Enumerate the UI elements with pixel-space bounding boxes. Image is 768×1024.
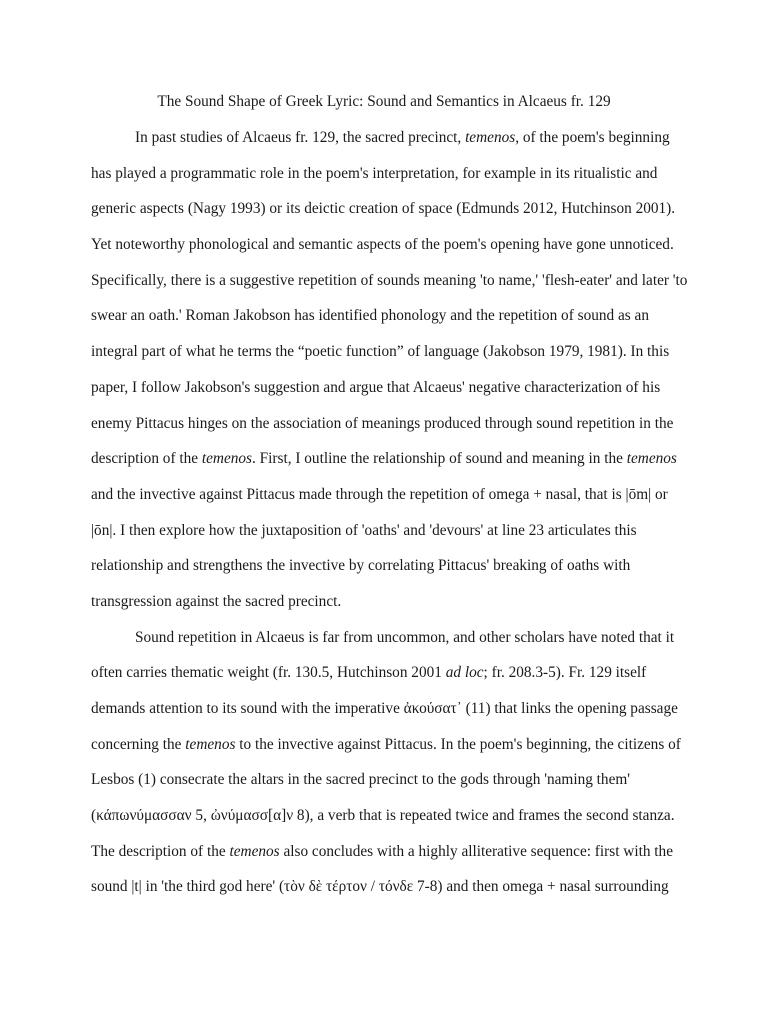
text-run: has played a programmatic role in the poem's interpretation, for example in its ritualistic and [91,164,658,182]
text-run: . First, I outline the relationship of sound and meaning in the [252,450,627,468]
text-run: Yet noteworthy phonological and semantic aspects of the poem's opening have gone unnoticed. [91,236,674,254]
text-run: sound |t| in 'the third god here' (τὸν δὲ τέρτον / τόνδε 7-8) and then omega + nasal surrounding [91,878,669,896]
text-run: Sound repetition in Alcaeus is far from uncommon, and other scholars have noted that it [135,628,675,646]
text-run: generic aspects (Nagy 1993) or its deictic creation of space (Edmunds 2012, Hutchinson 2001). [91,200,676,218]
text-line [91,340,683,376]
italic-term: temenos [229,842,280,860]
text-run: demands attention to its sound with the imperative ἀκούσατ᾽ (11) that links the opening passage [91,700,678,717]
italic-term: temenos [626,450,677,468]
text-run: enemy Pittacus hinges on the association of meanings produced through sound repetition in the [91,414,674,432]
text-line [91,554,683,590]
text-run: The description of the [91,842,230,860]
text-run: relationship and strengthens the invective by correlating Pittacus' breaking of oaths with [91,557,631,575]
italic-term: temenos [201,450,253,468]
text-line [91,376,683,412]
text-line [91,269,688,305]
text-run: swear an oath.' Roman Jakobson has identified phonology and the repetition of sound as an [91,307,650,325]
text-line [91,162,683,198]
text-run: , of the poem's beginning [515,129,670,146]
text-run: (κάπωνύμασσαν 5, ὠνύμασσ[α]ν 8), a verb that is repeated twice and frames the second stanza. [91,807,675,825]
text-line [91,768,683,804]
text-line [91,519,683,555]
text-line [91,804,683,840]
text-line [91,447,683,483]
text-line [91,626,683,662]
italic-term: temenos [465,129,516,146]
text-line [91,733,683,769]
text-run: Lesbos (1) consecrate the altars in the sacred precinct to the gods through 'naming them' [91,771,631,789]
text-run: integral part of what he terms the “poetic function” of language (Jakobson 1979, 1981). In this [91,343,670,361]
text-line [91,304,683,340]
italic-term: temenos [185,735,236,753]
text-run: and the invective against Pittacus made through the repetition of omega + nasal, that is |ōm| or [91,485,668,503]
text-run: description of the [91,450,202,468]
text-line [91,483,683,519]
text-line [91,697,683,733]
text-line [91,875,683,911]
text-run: often carries thematic weight (fr. 130.5, Hutchinson 2001 [91,664,446,682]
text-run: to the invective against Pittacus. In the poem's beginning, the citizens of [235,735,681,753]
text-run: also concludes with a highly alliterative sequence: first with the [279,842,673,860]
text-line [91,126,683,162]
text-line [91,233,683,269]
text-run: transgression against the sacred precinct. [91,592,342,610]
document-title: The Sound Shape of Greek Lyric: Sound and Semantics in Alcaeus fr. 129 [157,93,611,110]
text-run: ; fr. 208.3-5). Fr. 129 itself [483,664,647,682]
italic-term: ad loc [445,664,484,682]
text-line [91,840,683,876]
text-line [91,412,683,448]
text-run: paper, I follow Jakobson's suggestion and argue that Alcaeus' negative characterization of his [91,378,661,396]
text-line [91,197,683,233]
text-run: In past studies of Alcaeus fr. 129, the sacred precinct, [135,129,466,146]
document-body [91,126,688,911]
text-line [91,590,683,626]
text-run: Specifically, there is a suggestive repetition of sounds meaning 'to name,' 'flesh-eater' and later 'to [91,271,688,289]
text-run: concerning the [91,735,186,753]
text-run: |ōn|. I then explore how the juxtaposition of 'oaths' and 'devours' at line 23 articulates this [91,521,637,539]
text-line [91,661,683,697]
